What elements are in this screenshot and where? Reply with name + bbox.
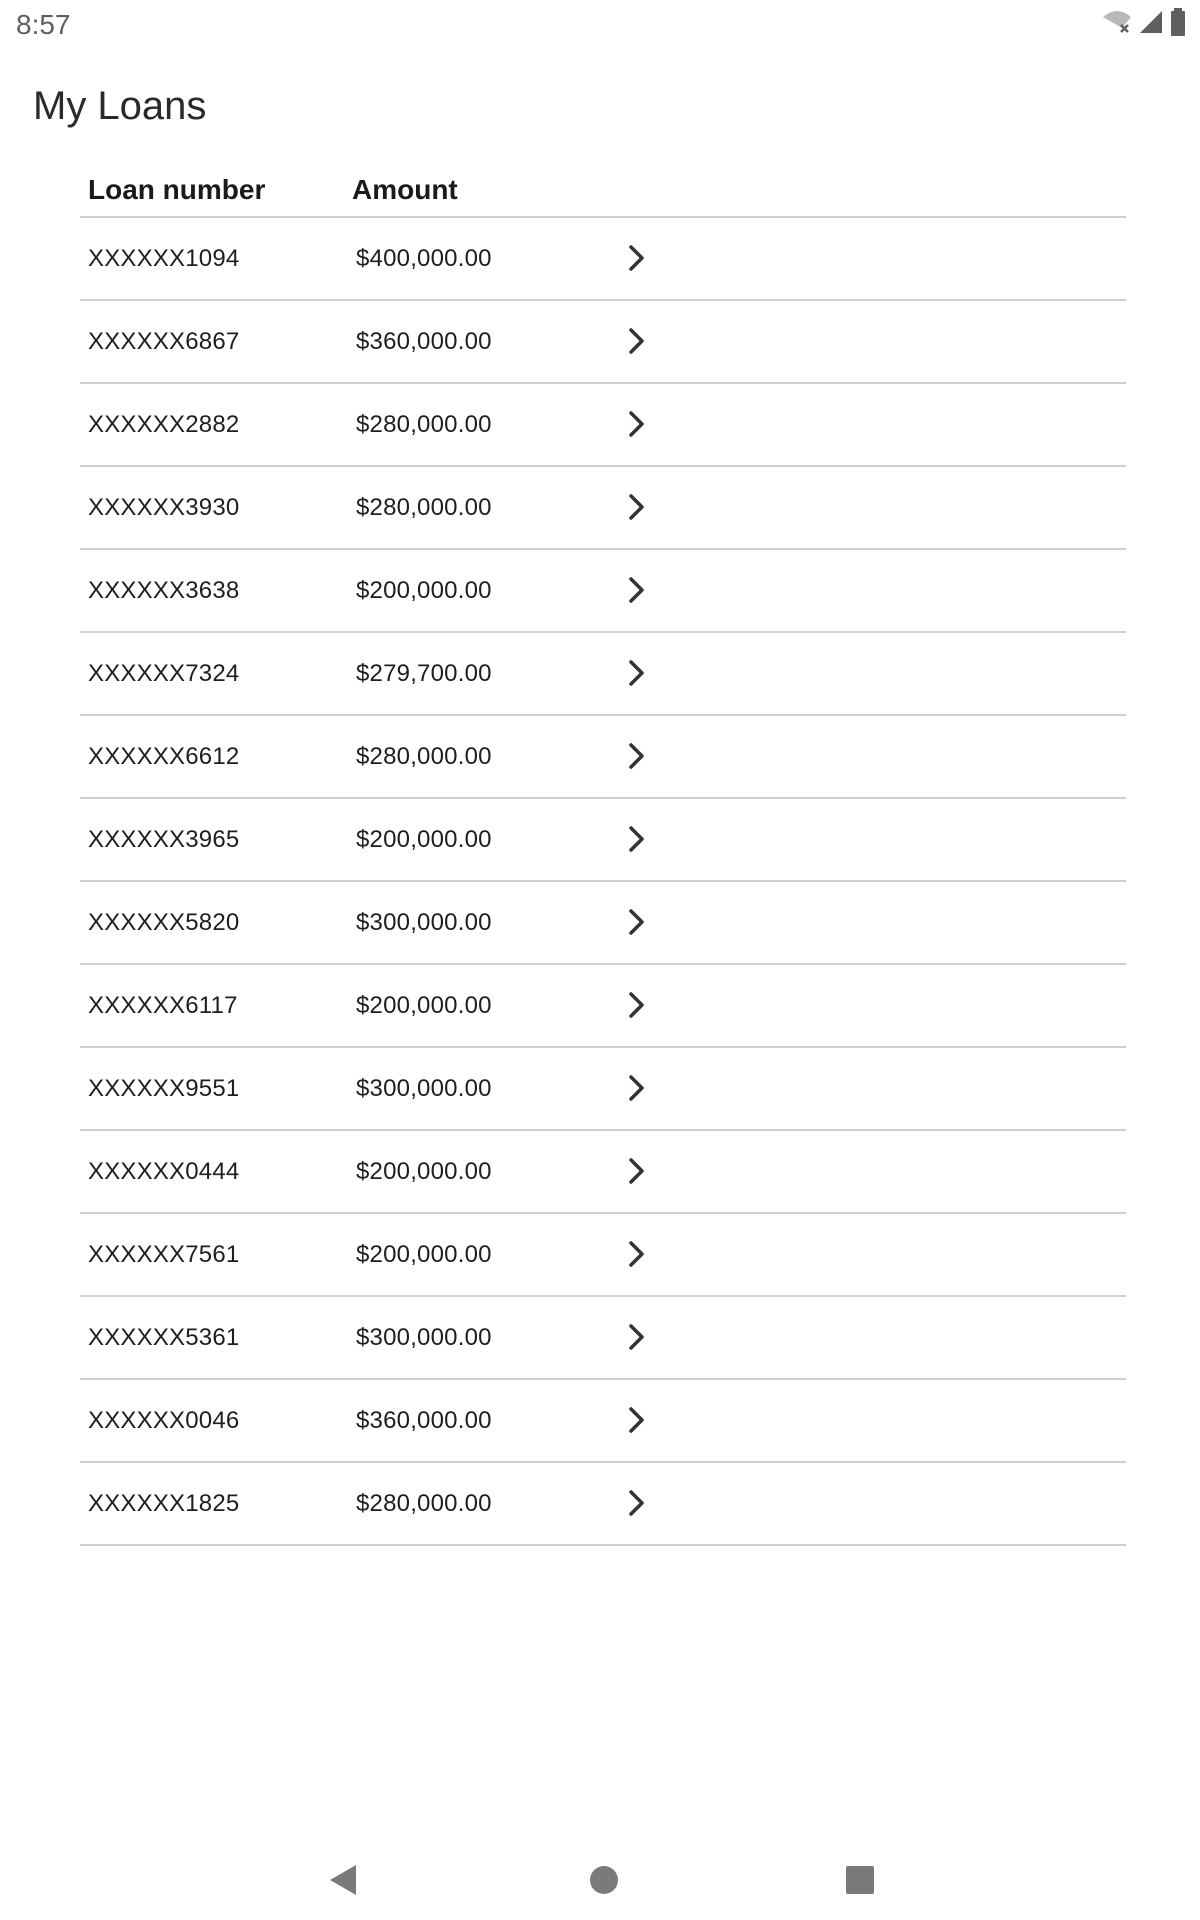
chevron-right-icon [623, 1155, 651, 1187]
amount-cell: $300,000.00 [356, 909, 492, 936]
amount-cell: $200,000.00 [356, 1241, 492, 1268]
amount-cell: $360,000.00 [356, 328, 492, 355]
back-button[interactable] [322, 1858, 366, 1902]
status-icons [1102, 10, 1186, 38]
loan-row[interactable] [80, 1380, 1126, 1463]
chevron-right-icon [623, 574, 651, 606]
back-icon [326, 1862, 362, 1898]
battery-icon [1170, 8, 1186, 41]
loan-number-cell: XXXXXX0444 [88, 1158, 240, 1185]
loan-number-cell: XXXXXX5361 [88, 1324, 240, 1351]
loan-row[interactable] [80, 882, 1126, 965]
chevron-right-icon [623, 906, 651, 938]
loan-number-cell: XXXXXX6117 [88, 992, 238, 1019]
status-time: 8:57 [16, 9, 71, 40]
loan-row[interactable] [80, 965, 1126, 1048]
home-button[interactable] [582, 1858, 626, 1902]
amount-cell: $300,000.00 [356, 1324, 492, 1351]
loan-row[interactable] [80, 384, 1126, 467]
loan-row[interactable] [80, 550, 1126, 633]
amount-cell: $200,000.00 [356, 577, 492, 604]
loan-row[interactable] [80, 218, 1126, 301]
amount-cell: $280,000.00 [356, 411, 492, 438]
table-body [80, 218, 1126, 1546]
amount-header: Amount [352, 174, 458, 205]
loan-number-cell: XXXXXX3638 [88, 577, 240, 604]
loan-number-cell: XXXXXX2882 [88, 411, 240, 438]
cell-signal-icon [1138, 9, 1164, 40]
wifi-off-icon [1102, 9, 1132, 40]
navigation-bar [0, 1840, 1200, 1920]
chevron-right-icon [623, 1404, 651, 1436]
loan-row[interactable] [80, 1131, 1126, 1214]
chevron-right-icon [623, 1238, 651, 1270]
loan-row[interactable] [80, 301, 1126, 384]
loan-number-cell: XXXXXX3930 [88, 494, 240, 521]
amount-cell: $280,000.00 [356, 1490, 492, 1517]
chevron-right-icon [623, 989, 651, 1021]
loan-number-cell: XXXXXX1094 [88, 245, 240, 272]
loan-number-cell: XXXXXX3965 [88, 826, 240, 853]
chevron-right-icon [623, 408, 651, 440]
loans-table [80, 164, 1126, 1546]
amount-cell: $300,000.00 [356, 1075, 492, 1102]
loan-row[interactable] [80, 1048, 1126, 1131]
loan-number-cell: XXXXXX7561 [88, 1241, 240, 1268]
chevron-right-icon [623, 242, 651, 274]
chevron-right-icon [623, 491, 651, 523]
status-bar [0, 0, 1200, 50]
loan-number-cell: XXXXXX9551 [88, 1075, 240, 1102]
loan-row[interactable] [80, 716, 1126, 799]
loan-number-cell: XXXXXX1825 [88, 1490, 240, 1517]
amount-cell: $280,000.00 [356, 743, 492, 770]
amount-cell: $280,000.00 [356, 494, 492, 521]
home-icon [588, 1864, 620, 1896]
loan-row[interactable] [80, 799, 1126, 882]
amount-cell: $200,000.00 [356, 826, 492, 853]
amount-cell: $200,000.00 [356, 1158, 492, 1185]
loan-number-cell: XXXXXX0046 [88, 1407, 240, 1434]
chevron-right-icon [623, 325, 651, 357]
chevron-right-icon [623, 823, 651, 855]
table-header [80, 164, 1126, 218]
amount-cell: $200,000.00 [356, 992, 492, 1019]
loan-number-cell: XXXXXX7324 [88, 660, 240, 687]
recents-icon [844, 1864, 876, 1896]
chevron-right-icon [623, 1487, 651, 1519]
loan-row[interactable] [80, 633, 1126, 716]
amount-cell: $400,000.00 [356, 245, 492, 272]
amount-cell: $360,000.00 [356, 1407, 492, 1434]
loan-number-cell: XXXXXX6612 [88, 743, 240, 770]
page-title: My Loans [33, 84, 207, 128]
loan-number-cell: XXXXXX6867 [88, 328, 240, 355]
loan-row[interactable] [80, 1214, 1126, 1297]
chevron-right-icon [623, 1072, 651, 1104]
chevron-right-icon [623, 740, 651, 772]
amount-cell: $279,700.00 [356, 660, 492, 687]
loan-row[interactable] [80, 1463, 1126, 1546]
loan-row[interactable] [80, 467, 1126, 550]
loan-row[interactable] [80, 1297, 1126, 1380]
chevron-right-icon [623, 657, 651, 689]
chevron-right-icon [623, 1321, 651, 1353]
loan-number-header: Loan number [88, 174, 266, 205]
recents-button[interactable] [838, 1858, 882, 1902]
loan-number-cell: XXXXXX5820 [88, 909, 240, 936]
